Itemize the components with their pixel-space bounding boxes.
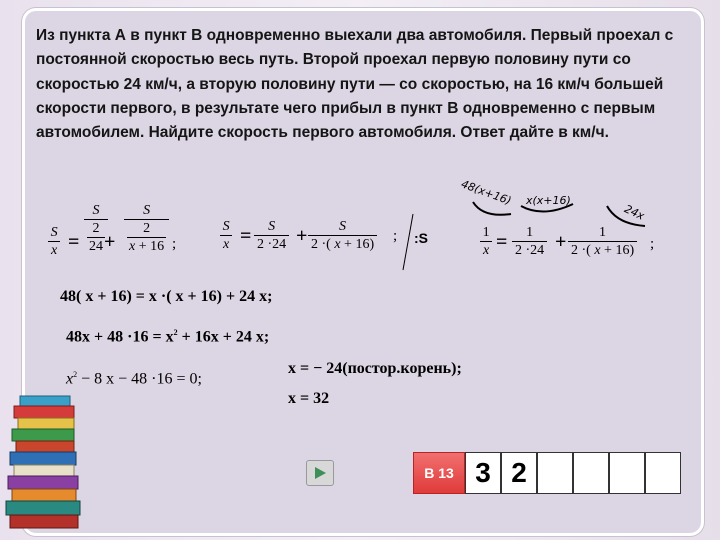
problem-text: Из пункта А в пункт В одновременно выехали два автомобиля. Первый проехал с постоянной скоростью весь путь. Второй проехал первую половину пути со скоростью 24 км/ч, а вторую половину пути — со скоростью, на 16 км/ч большей скорости первого, в результате чего прибыл в пункт В одновременно с первым автомобилем. Найдите скорость первого автомобиля. Ответ дайте в км/ч. (36, 27, 674, 142)
multiplier-note-3: 24x (622, 202, 647, 223)
next-button[interactable] (306, 460, 334, 486)
answer-cell[interactable] (537, 452, 573, 494)
answer-cell[interactable] (609, 452, 645, 494)
multiplier-note-1: 48(x+16) (459, 177, 513, 208)
equation-5: $48x + 48 \cdot 16 = x^2 + 16x + 24$ x; (66, 328, 270, 346)
books-image (0, 388, 86, 538)
task-label: В 13 (413, 452, 465, 494)
answer-grid (413, 452, 685, 494)
root-2: x = 32 (288, 390, 330, 407)
multiplier-note-2: x(x+16) (526, 194, 571, 207)
frac-half-over-x16: S 2 x + 16 (124, 202, 169, 255)
answer-cell[interactable] (645, 452, 681, 494)
equation-6: $x^2 - 8$ x − 48 ·16 = 0; (66, 370, 202, 388)
frac-s-over-x: $\frac{S}{x}$ (48, 224, 60, 259)
triangle-right-icon (313, 466, 327, 480)
frac-half-over-24: S 2 24 (84, 202, 108, 255)
equation-4: 48( x + 16) = x ·( x + 16) + 24 x; (60, 288, 273, 305)
answer-cell[interactable]: 2 (501, 452, 537, 494)
divide-note: :S (414, 230, 428, 246)
root-1: x = − 24(постор.корень); (288, 360, 462, 377)
answer-cell[interactable] (573, 452, 609, 494)
answer-cell[interactable]: 3 (465, 452, 501, 494)
